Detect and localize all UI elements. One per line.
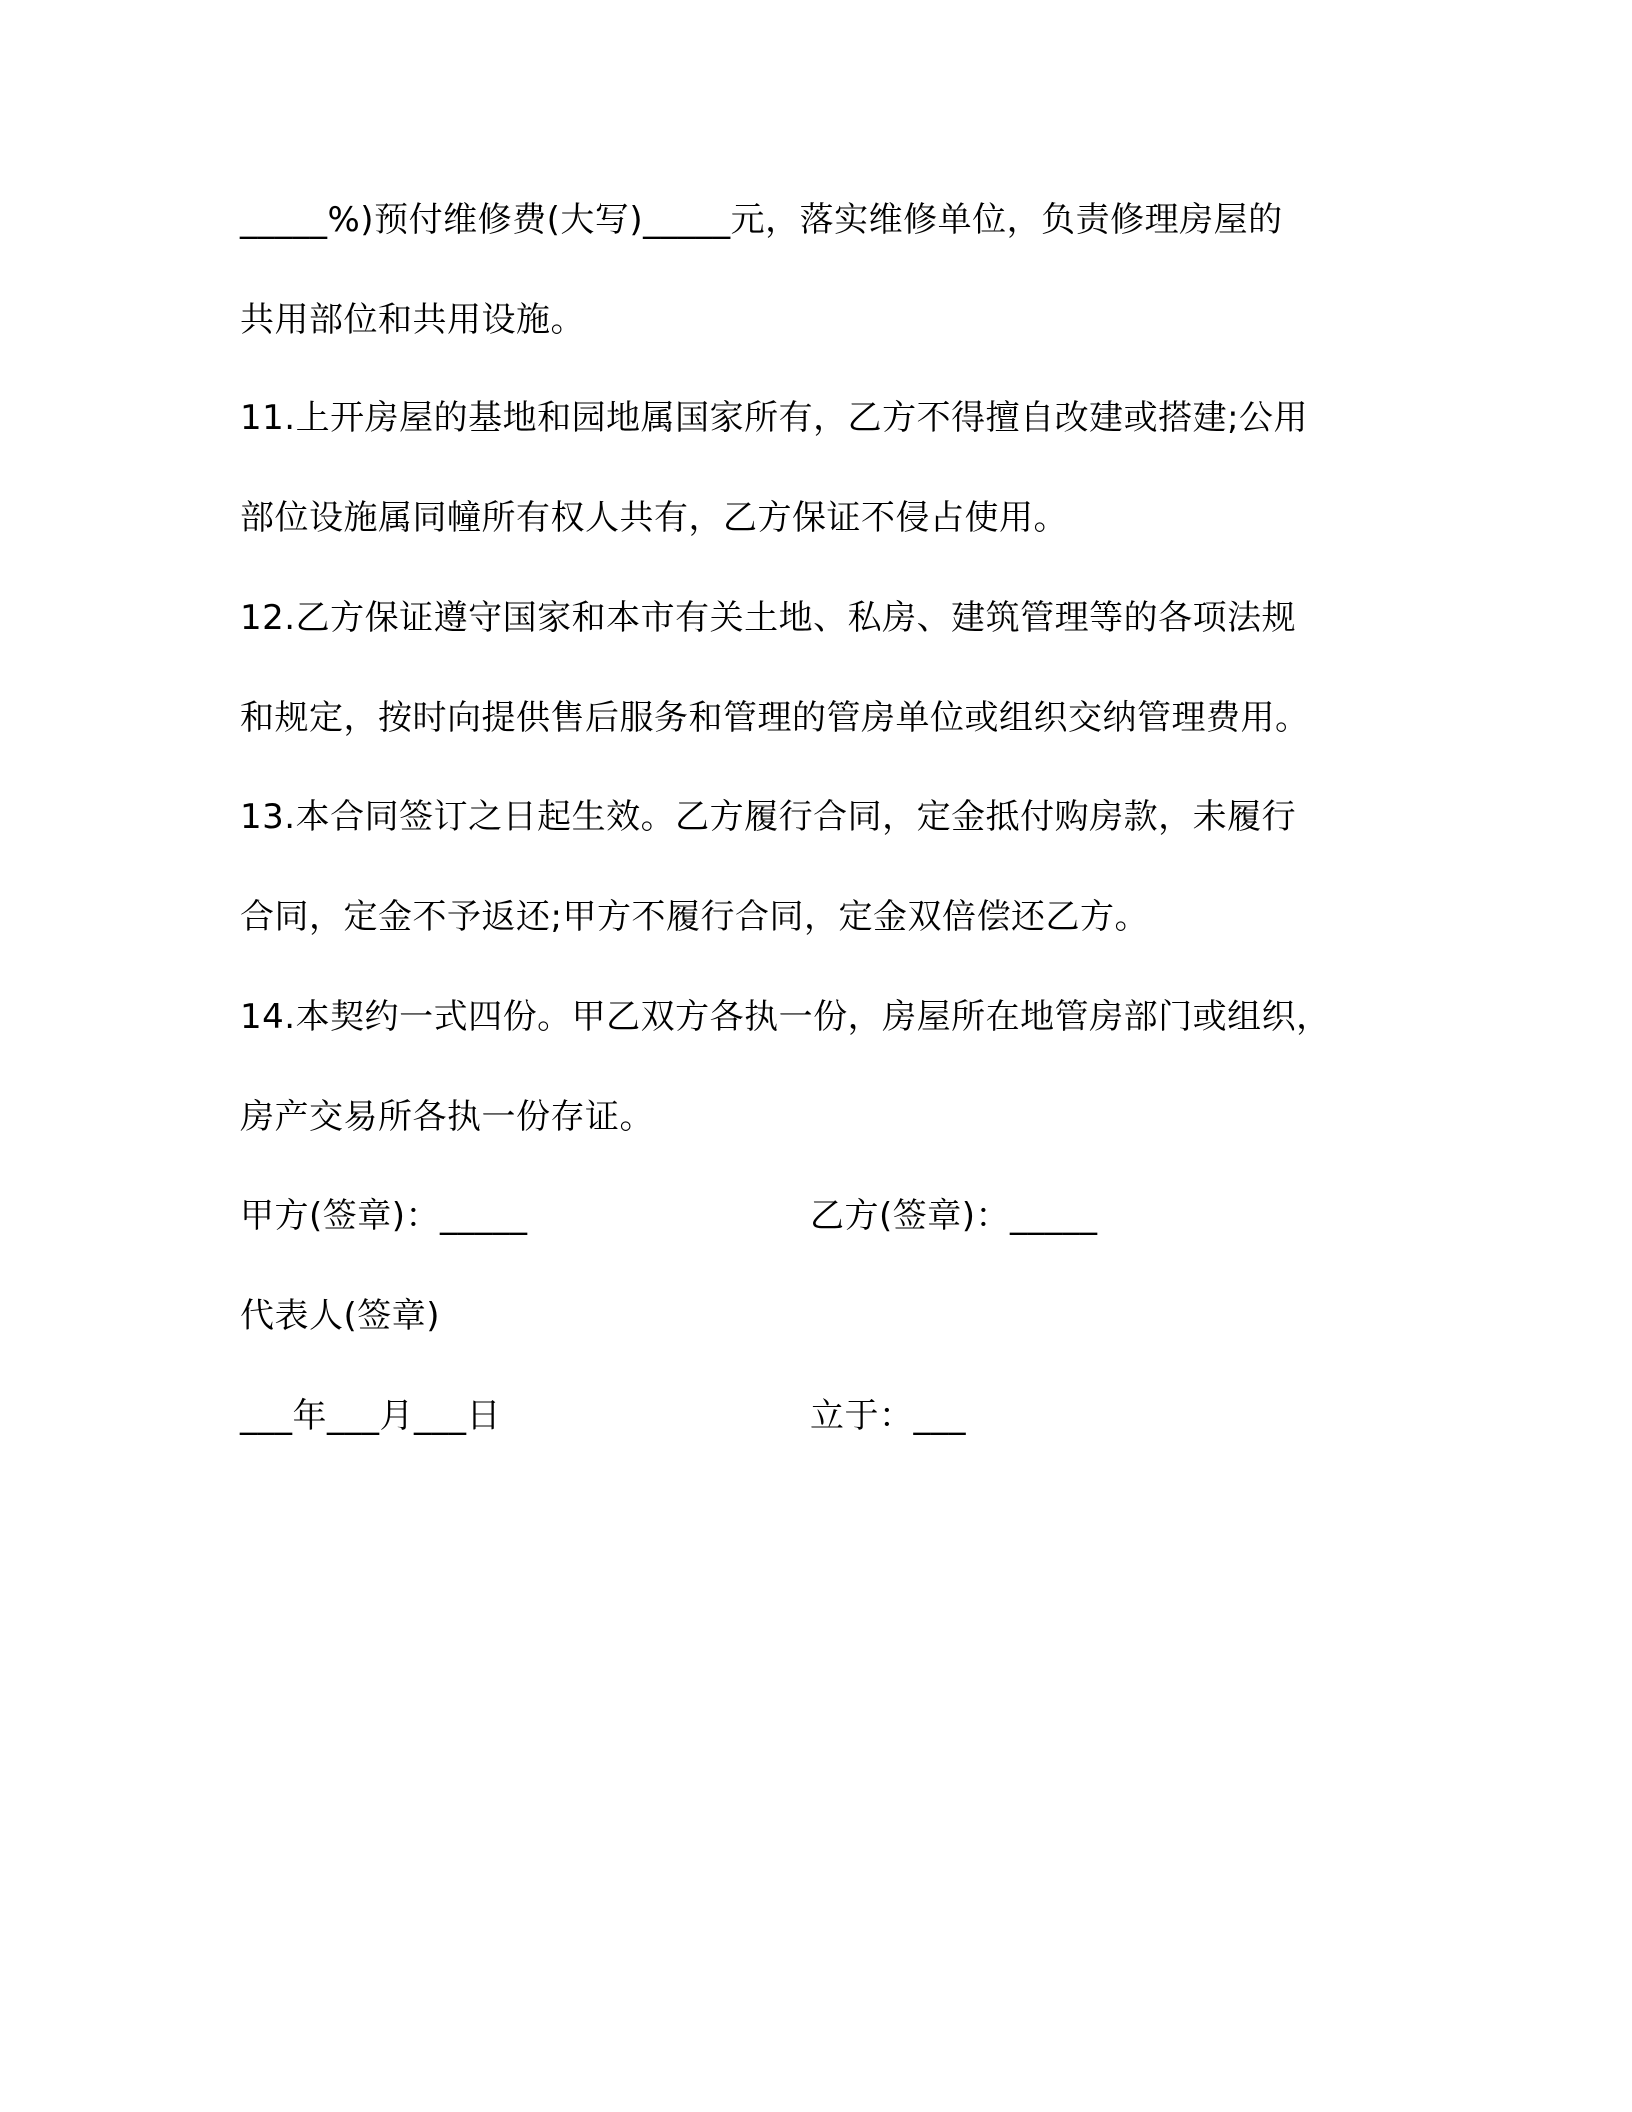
signing-place: 立于：___ bbox=[810, 1396, 966, 1436]
representative-signature: 代表人(签章) bbox=[240, 1296, 441, 1336]
paragraph-line: 合同，定金不予返还;甲方不履行合同，定金双倍偿还乙方。 bbox=[240, 897, 1149, 937]
paragraph-line: _____%)预付维修费(大写)_____元，落实维修单位，负责修理房屋的 bbox=[240, 200, 1283, 240]
signing-date: ___年___月___日 bbox=[240, 1396, 501, 1436]
party-a-signature: 甲方(签章)：_____ bbox=[240, 1196, 528, 1236]
paragraph-line: 房产交易所各执一份存证。 bbox=[240, 1097, 654, 1137]
clause-11-line: 11.上开房屋的基地和园地属国家所有，乙方不得擅自改建或搭建;公用 bbox=[240, 398, 1309, 438]
clause-12-line: 12.乙方保证遵守国家和本市有关土地、私房、建筑管理等的各项法规 bbox=[240, 598, 1297, 638]
party-b-signature: 乙方(签章)：_____ bbox=[810, 1196, 1098, 1236]
clause-13-line: 13.本合同签订之日起生效。乙方履行合同，定金抵付购房款，未履行 bbox=[240, 797, 1297, 837]
paragraph-line: 和规定，按时向提供售后服务和管理的管房单位或组织交纳管理费用。 bbox=[240, 698, 1310, 738]
paragraph-line: 部位设施属同幢所有权人共有，乙方保证不侵占使用。 bbox=[240, 498, 1068, 538]
clause-14-line: 14.本契约一式四份。甲乙双方各执一份，房屋所在地管房部门或组织， bbox=[240, 997, 1331, 1037]
paragraph-line: 共用部位和共用设施。 bbox=[240, 300, 585, 340]
